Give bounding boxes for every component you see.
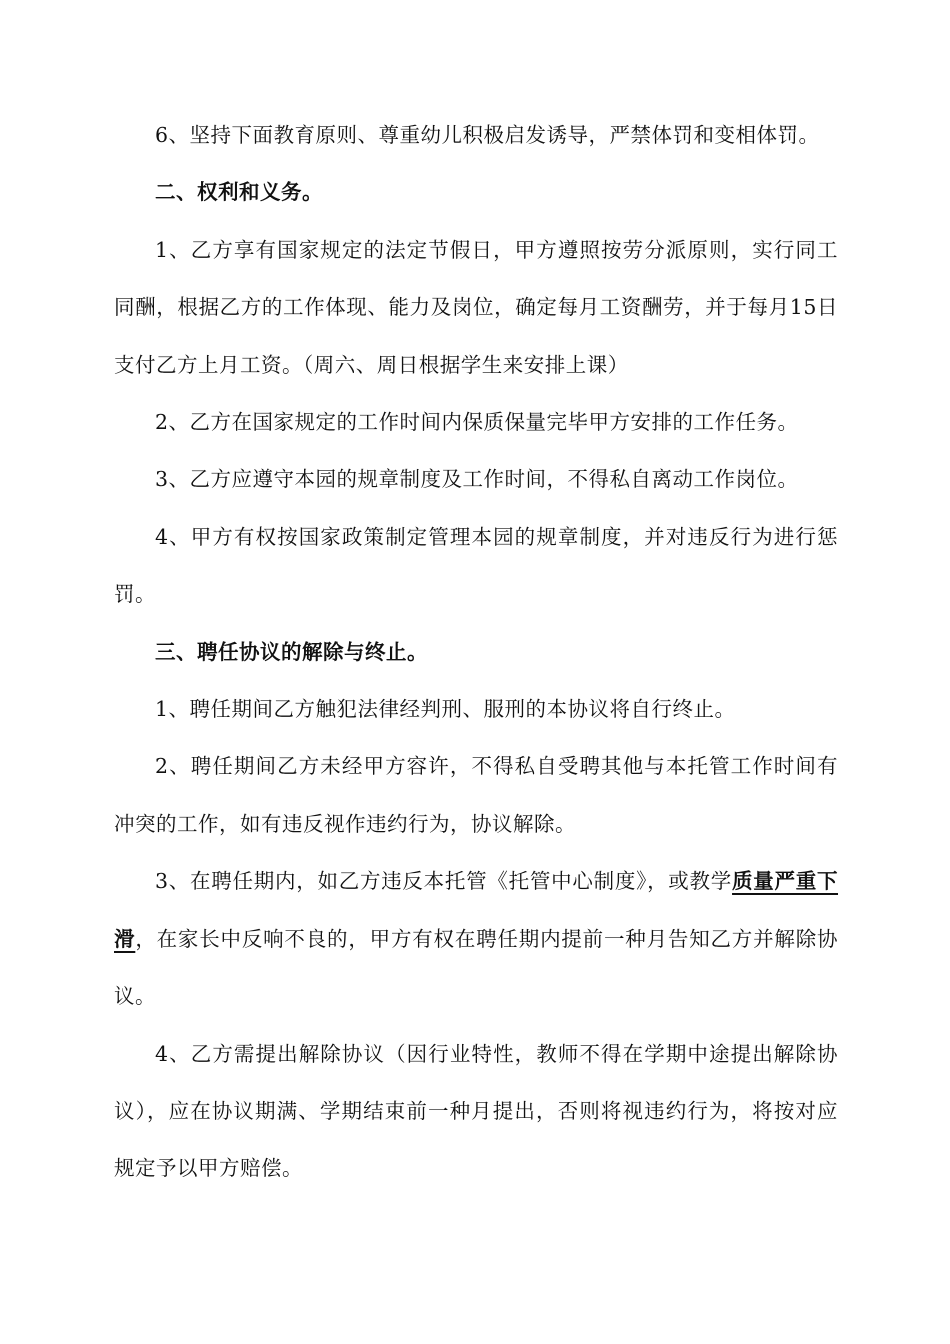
rights-clause-3-paragraph: 3、乙方应遵守本园的规章制度及工作时间，不得私自离动工作岗位。 <box>155 467 799 492</box>
clause-6-paragraph: 6、坚持下面教育原则、尊重幼儿积极启发诱导，严禁体罚和变相体罚。 <box>155 123 820 147</box>
rights-clause-2-paragraph: 2、乙方在国家规定的工作时间内保质保量完毕甲方安排的工作任务。 <box>155 410 799 435</box>
termination-clause-3-paragraph <box>114 853 838 1025</box>
termination-clause-1-paragraph: 1、聘任期间乙方触犯法律经判刑、服刑的本协议将自行终止。 <box>155 697 736 722</box>
underlined-phrase: 质量严重下滑 <box>114 869 839 951</box>
section-2-heading: 二、权利和义务。 <box>155 180 323 205</box>
termination-clause-2-paragraph: 2、聘任期间乙方未经甲方容许，不得私自受聘其他与本托管工作时间有冲突的工作，如有违反视作违约行为，协议解除。 <box>114 754 838 836</box>
clause-text-after: ，在家长中反响不良的，甲方有权在聘任期内提前一种月告知乙方并解除协议。 <box>114 926 839 1009</box>
document-body <box>114 107 838 1198</box>
rights-clause-4-paragraph: 4、甲方有权按国家政策制定管理本园的规章制度，并对违反行为进行惩罚。 <box>114 524 838 607</box>
clause-text-before: 3、在聘任期内，如乙方违反本托管《托管中心制度》，或教学 <box>155 869 733 894</box>
rights-clause-1-paragraph: 1、乙方享有国家规定的法定节假日，甲方遵照按劳分派原则，实行同工同酬，根据乙方的工作体现、能力及岗位，确定每月工资酬劳，并于每月15日支付乙方上月工资。（周六、周日根据学生来安排上课） <box>114 237 838 377</box>
section-3-heading: 三、聘任协议的解除与终止。 <box>155 639 428 664</box>
termination-clause-4-paragraph: 4、乙方需提出解除协议（因行业特性，教师不得在学期中途提出解除协议），应在协议期满、学期结束前一种月提出，否则将视违约行为，将按对应规定予以甲方赔偿。 <box>114 1041 838 1181</box>
